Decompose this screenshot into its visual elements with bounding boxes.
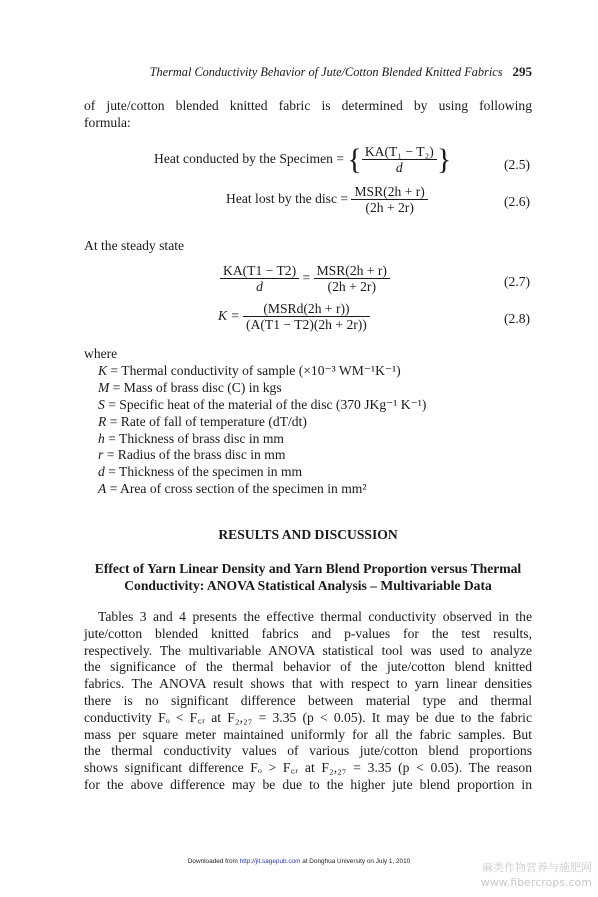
where-label: where [84,346,118,361]
definition-text: = Thermal conductivity of sample (×10⁻³ WM⁻¹K⁻¹) [107,363,401,378]
subsection-heading-line: Effect of Yarn Linear Density and Yarn Blend Proportion versus Thermal [94,561,522,576]
intro-paragraph [84,98,532,132]
definition-text: = Area of cross section of the specimen in mm² [106,481,367,497]
equation-2-5 [154,144,451,176]
definition-item [98,380,426,397]
denominator: (2h + 2r) [314,278,390,295]
body-line: the significance of the thermal behavior of the jute/cotton blend knitted [84,659,532,675]
body-line: shows significant difference Fₒ > F꜀ᵣ at F₂,₂₇ = 3.35 (p < 0.05). The reason [84,760,532,776]
equation-number: (2.6) [504,194,531,209]
watermark [481,860,592,890]
intro-line: of jute/cotton blended knitted fabric is determined by using following [84,98,532,113]
definition-item [98,464,426,481]
definition-text: = Mass of brass disc (C) in kgs [109,379,282,395]
right-brace: } [436,143,452,176]
fraction [220,263,299,295]
fraction [243,301,370,333]
body-paragraph [84,609,532,794]
definition-item [98,431,426,448]
left-brace: { [347,143,362,176]
equation-number: (2.8) [504,311,531,326]
symbol: M [98,379,110,395]
definition-text: = Rate of fall of temperature (dT/dt) [106,413,307,429]
footer-suffix: at Donghua University on July 1, 2010 [300,858,411,865]
fraction [314,263,390,295]
denominator: d [362,159,437,176]
intro-line: formula: [84,114,131,130]
equation-2-8 [218,301,370,333]
body-line: the thermal conductivity values of various jute/cotton blend proportions [84,743,532,759]
equation-label: Heat conducted by the Specimen = [154,151,344,167]
definition-item [98,481,426,498]
subsection-heading-line: Conductivity: ANOVA Statistical Analysis – Multivariable Data [124,577,492,593]
numerator: MSR(2h + r) [354,184,425,199]
symbol: h [98,430,105,446]
definition-text: = Specific heat of the material of the disc (370 JKg⁻¹ K⁻¹) [104,396,427,412]
numerator: KA(T₁ − T₂) [364,144,434,159]
equation-2-6 [226,184,428,216]
footer-link[interactable]: http://jit.sagepub.com [239,858,301,865]
fraction [362,144,437,176]
watermark-line: www.fibercrops.com [480,876,592,889]
equation-number: (2.7) [504,274,531,289]
equation-number: (2.5) [504,157,531,172]
body-line: there is no significant difference between material type and thermal [84,692,532,708]
body-line: for the above difference may be due to the higher jute blend proportion in [84,776,532,792]
equals-sign: = [302,270,311,286]
definition-item [98,397,426,414]
definition-item [98,414,426,431]
denominator: d [220,278,299,295]
section-heading: RESULTS AND DISCUSSION [218,527,398,542]
running-head [100,64,532,80]
body-line: fabrics. The ANOVA result shows that with respect to yarn linear densities [84,676,532,692]
symbol: R [98,413,107,429]
symbol: A [98,481,107,497]
definition-item [98,447,426,464]
definition-item [98,363,426,380]
symbol: r [98,447,104,463]
definition-text: = Radius of the brass disc in mm [103,447,286,463]
running-head-title: Thermal Conductivity Behavior of Jute/Cotton Blended Knitted Fabrics [149,65,503,79]
body-line: Tables 3 and 4 presents the effective thermal conductivity observed in the [98,609,532,624]
denominator: (A(T1 − T2)(2h + 2r)) [243,316,370,333]
footer-prefix: Downloaded from [187,858,240,865]
steady-state-text: At the steady state [84,238,185,253]
equation-2-7 [220,263,390,295]
numerator: MSR(2h + r) [316,263,387,278]
page-number: 295 [512,64,532,79]
body-line: respectively. The multivariable ANOVA statistical tool was used to analyze [84,642,532,658]
watermark-line: 麻类作物营养与施肥网 [482,861,592,874]
subsection-heading [84,561,532,594]
symbol: K [98,363,108,378]
symbol: d [98,464,105,480]
definition-text: = Thickness of the specimen in mm [104,464,303,480]
symbol: S [98,396,105,412]
body-line: jute/cotton blended knitted fabrics and p-values for the test results, [84,625,532,641]
definition-text: = Thickness of brass disc in mm [104,430,285,446]
denominator: (2h + 2r) [351,199,427,216]
numerator: KA(T1 − T2) [223,263,297,278]
definition-list [98,363,426,498]
body-line: mass per square meter maintained uniformly for all the fabric samples. But [84,726,532,742]
numerator: (MSRd(2h + r)) [263,301,350,316]
equation-lhs: K = [218,308,240,324]
fraction [351,184,427,216]
equation-label: Heat lost by the disc = [226,191,349,207]
body-line: conductivity Fₒ < F꜀ᵣ at F₂,₂₇ = 3.35 (p < 0.05). It may be due to the fabric [84,709,532,725]
